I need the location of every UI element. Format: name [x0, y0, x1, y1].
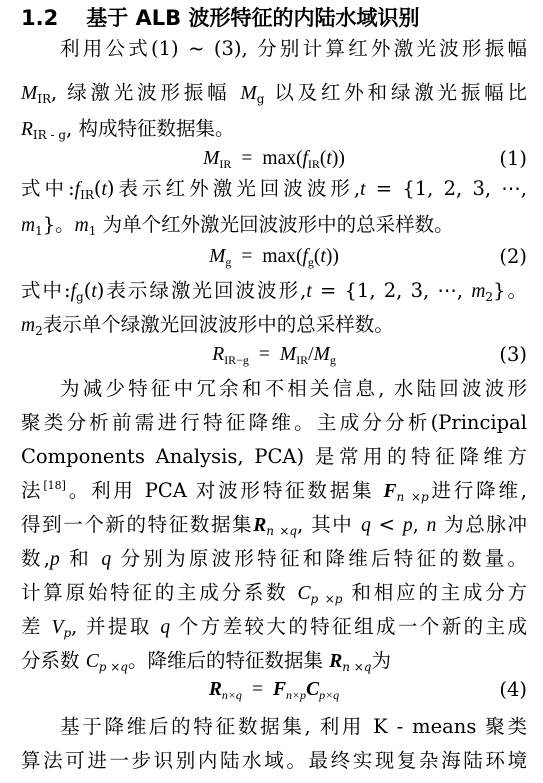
text-line: Components Analysis, PCA) 是常用的特征降维方 [21, 445, 527, 468]
equation-tag: (4) [499, 678, 527, 701]
section-heading [21, 2, 419, 34]
equation-2: $M_g = \max(f_g(t))$ (2) [21, 241, 527, 273]
text-line: 为减少特征中冗余和不相关信息, 水陆回波波形 [60, 377, 527, 400]
text-line: 差 $V_p$, 并提取 q 个方差较大的特征组成一个新的主成 [21, 615, 527, 640]
citation-ref: [18] [43, 479, 66, 492]
text-line: 式中$:f_{IR}(t)$表示红外激光回波波形,t = {1, 2, 3, ⋯, [21, 177, 527, 202]
text-line: 基于降维后的特征数据集, 利用 K - means 聚类 [60, 715, 527, 738]
section-title: 基于 ALB 波形特征的内陆水域识别 [86, 6, 420, 30]
text-line: 计算原始特征的主成分系数 $C_{p \times p}$ 和相应的主成分方 [21, 581, 528, 606]
text-line: 聚类分析前需进行特征降维。主成分分析(Principal [21, 411, 527, 434]
text-line: 得到一个新的特征数据集$R_{n \times q}$, 其中 q < p, n 为总脉冲 [21, 513, 527, 538]
equation-tag: (1) [499, 147, 527, 170]
section-number: 1.2 [21, 6, 59, 30]
text-line: $m_1$}。$m_1$ 为单个红外激光回波波形中的总采样数。 [21, 213, 454, 238]
text-line: 分系数 $C_{p \times q}$。降维后的特征数据集 $R_{n \times q}$为 [21, 649, 391, 674]
text-line: 算法可进一步识别内陆水域。最终实现复杂海陆环境 [21, 749, 527, 772]
text-line: $R_{IR - g}$, 构成特征数据集。 [21, 117, 235, 142]
equation-1: $M_{IR} = \max(f_{IR}(t))$ (1) [21, 143, 527, 175]
text-line: 法[18]。利用 PCA 对波形特征数据集 $F_{n \times p}$进行降维, [21, 479, 527, 504]
equation-4: $R_{n\times q} = F_{n\times p}C_{p\times q}$ (4) [21, 674, 527, 706]
text-line: 数,p 和 q 分别为原波形特征和降维后特征的数量。 [21, 547, 528, 570]
text-line: $M_{IR}$, 绿激光波形振幅 $M_g$ 以及红外和绿激光振幅比 [21, 81, 527, 106]
equation-3: $R_{IR-g} = M_{IR}/M_g$ (3) [21, 339, 527, 371]
equation-tag: (3) [499, 343, 527, 366]
text-line: 式中$:f_g(t)$表示绿激光回波波形,t = {1, 2, 3, ⋯, $m_2$}。 [21, 279, 527, 304]
text-line: 利用公式(1) ~ (3), 分别计算红外激光波形振幅 [60, 37, 527, 60]
equation-tag: (2) [499, 245, 527, 268]
text-line: $m_2$表示单个绿激光回波波形中的总采样数。 [21, 313, 394, 338]
